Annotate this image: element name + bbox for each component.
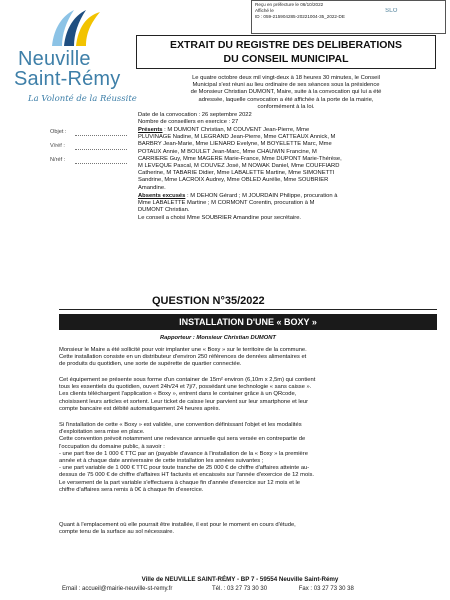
footer-fax: Fax : 03 27 73 30 38 [298, 586, 354, 592]
paragraph-line: année et à chaque date anniversaire de cette installation les années suivantes ; [59, 458, 264, 465]
logo-line1: Neuville [18, 48, 91, 70]
intro-line: de Monsieur Christian DUMONT, Maire, suite à la convocation qui lui a été [190, 89, 382, 96]
paragraph-line: compte tenu de la surface au sol nécessaire. [59, 529, 175, 536]
paragraph-4 [59, 522, 439, 536]
footer-contacts [62, 586, 442, 592]
logo-line2: Saint-Rémy [14, 68, 121, 90]
nref-label: N/réf : [50, 157, 66, 163]
absents-label: Absents excusés [138, 193, 186, 199]
absents-block [138, 193, 438, 222]
vref-line [75, 149, 127, 150]
presents-line: M LEVEQUE Pascal, M COUVEZ José, M NOWAK Daniel, Mme COUFFIARD [138, 163, 340, 170]
stamp-posted-label: Affiché le [255, 8, 274, 14]
question-divider [59, 309, 437, 310]
stamp-mark: SLO [385, 8, 398, 15]
paragraph-line: Quant à l'emplacement où elle pourrait être installée, il est pour le moment en cours d'étude, [59, 522, 296, 528]
presents-line: Catherine, M TABARIE Didier, Mme LABALETTE Martine, Mme SIMONETTI [138, 170, 335, 177]
intro-line: Municipal s'est réuni au lieu ordinaire de ses séances sous la présidence [192, 82, 380, 89]
paragraph-2 [59, 377, 439, 413]
stamp-received: Reçu en préfecture le 06/10/2022 [255, 2, 324, 7]
paragraph-line: de produits du quotidien, une sorte de supérette de quartier connectée. [59, 361, 242, 368]
presents-line: BARBRY Jean-Marie, Mme LIENARD Evelyne, M BOYELETTE Marc, Mme [138, 141, 332, 148]
question-number: QUESTION N°35/2022 [152, 295, 265, 307]
footer-address: Ville de NEUVILLE SAINT-RÉMY - BP 7 - 59554 Neuville Saint-Rémy [141, 576, 339, 583]
paragraph-line: Cette installation consiste en un distributeur d'environ 250 références de denrées alimentaires et [59, 354, 307, 361]
paragraph-line: - une part variable de 1 000 € TTC pour toute tranche de 25 000 € de chiffre d'affaires atteinte au- [59, 465, 310, 472]
rapporteur: Rapporteur : Monsieur Christian DUMONT [160, 335, 276, 341]
document-title [136, 35, 436, 69]
presents-label: Présents [138, 127, 163, 133]
council-count: Nombre de conseillers en exercice : 27 [138, 119, 239, 126]
presents-line: POTAUX Annie, M BOULET Jean-Marc, Mme CHAUWIN Francine, M [138, 148, 317, 155]
convocation-info [138, 112, 438, 126]
presents-line: : M DUMONT Christian, M COUVENT Jean-Pierre, Mme [162, 127, 310, 133]
presents-line: CARRIERE Guy, Mme MAGERE Marie-France, Mme DUPONT Marie-Thérèse, [138, 155, 342, 162]
presents-line: PLUVINAGE Nadine, M LEGRAND Jean-Pierre, Mme CATTEAUX Annick, M [138, 134, 336, 141]
stamp-id: ID : 059-215904285-20221004-35_2022-DE [255, 14, 345, 20]
intro-block [136, 75, 436, 111]
paragraph-line: Cette convention prévoit notamment une redevance annuelle qui sera versée en contrepartie de [59, 436, 306, 443]
presents-line: Amandine. [138, 184, 166, 191]
objet-label: Objet : [50, 129, 67, 135]
convocation-date: Date de la convocation : 26 septembre 2022 [138, 112, 252, 118]
paragraph-line: Si l'installation de cette « Boxy » est validée, une convention définissant l'objet et les modalités [59, 422, 302, 428]
paragraph-line: Monsieur le Maire a été sollicité pour voir implanter une « Boxy » sur le territoire de la commune. [59, 347, 307, 353]
objet-line [75, 135, 127, 136]
footer-email: Email : accueil@mairie-neuville-st-remy.fr [62, 586, 173, 592]
absents-line: : M DEHON Gérard ; M JOURDAIN Philippe, procuration à [185, 193, 338, 199]
paragraph-line: tous les essentiels du quotidien, ouvert 24h/24 et 7j/7, possédant une technologie « sans caisse ». [59, 384, 312, 391]
intro-line: conformément à la loi. [257, 103, 315, 110]
town-logo [14, 8, 137, 118]
absents-line: DUMONT Christian. [138, 207, 190, 214]
presents-block [138, 127, 438, 192]
paragraph-line: Cet équipement se présente sous forme d'un container de 15m² environ (6,10m x 2,5m) qui contient [59, 377, 316, 383]
intro-line: Le quatre octobre deux mil vingt-deux à 18 heures 30 minutes, le Conseil [192, 75, 380, 81]
presents-line: Sandrine, Mme LACROIX Audrey, Mme OBLED Aurélie, Mme SOUBRIER [138, 177, 329, 184]
title-line2: DU CONSEIL MUNICIPAL [223, 53, 349, 65]
nref-line [75, 163, 127, 164]
paragraph-line: d'exploitation sera mise en place. [59, 429, 145, 436]
paragraph-line: chiffre d'affaires sera remis à 0€ à chaque fin d'exercice. [59, 486, 204, 493]
paragraph-line: dessus de 75 000 € de chiffre d'affaires HT facturés et encaissés sur l'année d'exercice de 12 mois. [59, 472, 314, 479]
paragraph-line: Les clients téléchargent l'application « Boxy », entrent dans le container grâce à un QRcode, [59, 391, 297, 398]
paragraph-line: Le versement de la part variable s'effectuera à chaque fin d'année d'exercice sur 12 mois et le [59, 479, 301, 486]
installation-heading: INSTALLATION D'UNE « BOXY » [59, 314, 437, 330]
intro-line: adressée, laquelle convocation a été affichée à la porte de la mairie, [198, 96, 374, 103]
logo-slogan: La Volonté de la Réussite [28, 94, 137, 104]
footer-tel: Tél. : 03 27 73 30 30 [212, 586, 268, 592]
paragraph-3 [59, 422, 439, 494]
absents-line: Mme LABALETTE Martine ; M CORMONT Corentin, procuration à M [138, 200, 315, 207]
vref-label: V/réf : [50, 143, 65, 149]
title-line1: EXTRAIT DU REGISTRE DES DELIBERATIONS [170, 39, 402, 51]
paragraph-1 [59, 347, 439, 369]
secretary-line: Le conseil a choisi Mme SOUBRIER Amandine pour secrétaire. [138, 214, 302, 221]
paragraph-line: compte bancaire est débité automatiquement 24 heures après. [59, 405, 221, 412]
paragraph-line: l'occupation du domaine public, à savoir : [59, 443, 165, 450]
paragraph-line: - une part fixe de 1 000 € TTC par an (payable d'avance à l'installation de la « Boxy » la première [59, 450, 308, 457]
paragraph-line: choisissent leurs articles et sortent. Leur ticket de caisse leur parvient sur leur smartphone et leur [59, 398, 309, 405]
logo-waves-icon [44, 8, 114, 48]
prefecture-stamp [251, 0, 446, 34]
